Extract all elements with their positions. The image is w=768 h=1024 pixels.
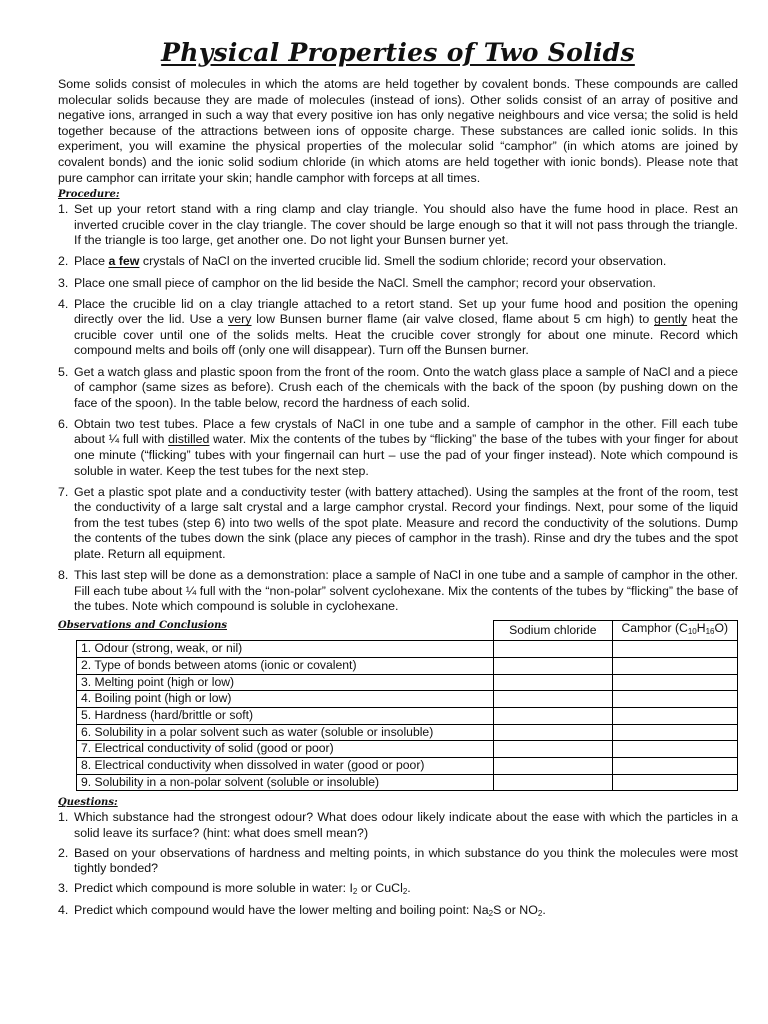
table-row: 6. Solubility in a polar solvent such as water (soluble or insoluble) bbox=[77, 724, 738, 741]
procedure-step: 7. Get a plastic spot plate and a conductivity tester (with battery attached). Using the samples at the front of the room, test the conductivity of a large salt crystal and a large camphor crystal. Record your findings. Next, pour some of the liquid from the test tubes (step 6) into two wells of the spot plate. Measure and record the conductivity of the solutions. Dump the contents of the tubes down the sink (place any pieces of camphor in the trash). Rinse and dry the tubes and the spot plate. Return all equipment. bbox=[58, 484, 738, 562]
answer-cell[interactable] bbox=[494, 691, 612, 708]
procedure-list bbox=[58, 202, 738, 615]
answer-cell[interactable] bbox=[612, 707, 737, 724]
procedure-step: 6. Obtain two test tubes. Place a few crystals of NaCl in one tube and a sample of camphor in the other. Fill each tube about ¼ full with distilled water. Mix the contents of the tubes by “flicking” the base of the tubes with your finger for about one minute (“flicking” tubes with your fingernail can hurt – use the pad of your finger instead). Note which compound is soluble in water. Keep the test tubes for the next step. bbox=[58, 416, 738, 478]
answer-cell[interactable] bbox=[494, 641, 612, 658]
answer-cell[interactable] bbox=[612, 758, 737, 775]
procedure-heading: Procedure: bbox=[58, 189, 120, 201]
question-item: 2. Based on your observations of hardness and melting points, in which substance do you think the molecules were most tightly bonded? bbox=[58, 845, 738, 876]
worksheet-page bbox=[58, 38, 738, 926]
answer-cell[interactable] bbox=[494, 741, 612, 758]
answer-cell[interactable] bbox=[612, 641, 737, 658]
table-row: 8. Electrical conductivity when dissolved in water (good or poor) bbox=[77, 758, 738, 775]
procedure-step: 5. Get a watch glass and plastic spoon from the front of the room. Onto the watch glass place a sample of NaCl and a piece of camphor (same sizes as before). Crush each of the chemicals with the back of the spoon (by pushing down on the face of the spoon). In the table below, record the hardness of each solid. bbox=[58, 364, 738, 410]
table-row: 2. Type of bonds between atoms (ionic or covalent) bbox=[77, 657, 738, 674]
questions-list bbox=[58, 810, 738, 922]
answer-cell[interactable] bbox=[612, 657, 737, 674]
answer-cell[interactable] bbox=[612, 674, 737, 691]
procedure-step: 3. Place one small piece of camphor on the lid beside the NaCl. Smell the camphor; record your observation. bbox=[58, 275, 656, 290]
question-item: 3. Predict which compound is more soluble in water: $I_2$ or CuCl$_2$. bbox=[58, 880, 411, 896]
table-row: 7. Electrical conductivity of solid (good or poor) bbox=[77, 741, 738, 758]
table-row: 3. Melting point (high or low) bbox=[77, 674, 738, 691]
column-header-sodium-chloride: Sodium chloride bbox=[494, 621, 612, 641]
table-row: 5. Hardness (hard/brittle or soft) bbox=[77, 707, 738, 724]
answer-cell[interactable] bbox=[612, 741, 737, 758]
table-row: 4. Boiling point (high or low) bbox=[77, 691, 738, 708]
answer-cell[interactable] bbox=[494, 724, 612, 741]
answer-cell[interactable] bbox=[612, 774, 737, 791]
page-title: Physical Properties of Two Solids bbox=[161, 38, 635, 67]
question-item: 4. Predict which compound would have the lower melting and boiling point: $Na_2S$ or $NO_2$. bbox=[58, 903, 546, 919]
questions-heading: Questions: bbox=[58, 797, 118, 809]
observations-heading: Observations and Conclusions bbox=[58, 620, 228, 632]
answer-cell[interactable] bbox=[494, 758, 612, 775]
answer-cell[interactable] bbox=[494, 707, 612, 724]
question-item: 1. Which substance had the strongest odour? What does odour likely indicate about the ease with which the particles in a solid leave its surface? (hint: what does smell mean?) bbox=[58, 810, 738, 841]
procedure-step: 1. Set up your retort stand with a ring clamp and clay triangle. You should also have the fume hood in place. Rest an inverted crucible cover in the clay triangle. The cover should be large enough so that it will not pass through the triangle. If the triangle is too large, get another one. Do not light your Bunsen burner yet. bbox=[58, 202, 738, 248]
answer-cell[interactable] bbox=[612, 691, 737, 708]
procedure-step: 8. This last step will be done as a demonstration: place a sample of NaCl in one tube and a sample of camphor in the other. Fill each tube about ¼ full with the “non-polar” solvent cyclohexane. Mix the contents of the tubes by “flicking” the base of the tubes. Note which compound is soluble in cyclohexane. bbox=[58, 568, 738, 614]
observations-table bbox=[76, 620, 738, 791]
answer-cell[interactable] bbox=[494, 674, 612, 691]
procedure-step: 2. Place a few crystals of NaCl on the inverted crucible lid. Smell the sodium chloride; record your observation. bbox=[58, 254, 667, 269]
table-row: 1. Odour (strong, weak, or nil) bbox=[77, 641, 738, 658]
observations-section bbox=[58, 620, 738, 791]
answer-cell[interactable] bbox=[612, 724, 737, 741]
answer-cell[interactable] bbox=[494, 774, 612, 791]
answer-cell[interactable] bbox=[494, 657, 612, 674]
column-header-camphor: Camphor $(C_{10}H_{16}O)$ bbox=[612, 621, 737, 641]
table-row: 9. Solubility in a non-polar solvent (soluble or insoluble) bbox=[77, 774, 738, 791]
intro-paragraph: Some solids consist of molecules in which the atoms are held together by covalent bonds. These compounds are called molecular solids because they are made of molecules (instead of ions). Other solids consist of an array of positive and negative ions, arranged in such a way that every positive ion has only negative neighbours and vice versa; the solid is held together because of the attractions between ions of opposite charge. These substances are called ionic solids. In this experiment, you will examine the physical properties of the molecular solid “camphor” (in which atoms are joined by covalent bonds) and the ionic solid sodium chloride (in which atoms are held together with ionic bonds). Please note that pure camphor can irritate your skin; handle camphor with forceps at all times. bbox=[58, 77, 738, 185]
procedure-step: 4. Place the crucible lid on a clay triangle attached to a retort stand. Set up your fume hood and position the opening directly over the lid. Use a very low Bunsen burner flame (air valve closed, flame about 5 cm high) to gently heat the crucible cover until one of the solids melts. Heat the crucible cover strongly for about one minute. Record which compound melts and boils off (only one will disappear). Turn off the Bunsen burner. bbox=[58, 296, 738, 358]
